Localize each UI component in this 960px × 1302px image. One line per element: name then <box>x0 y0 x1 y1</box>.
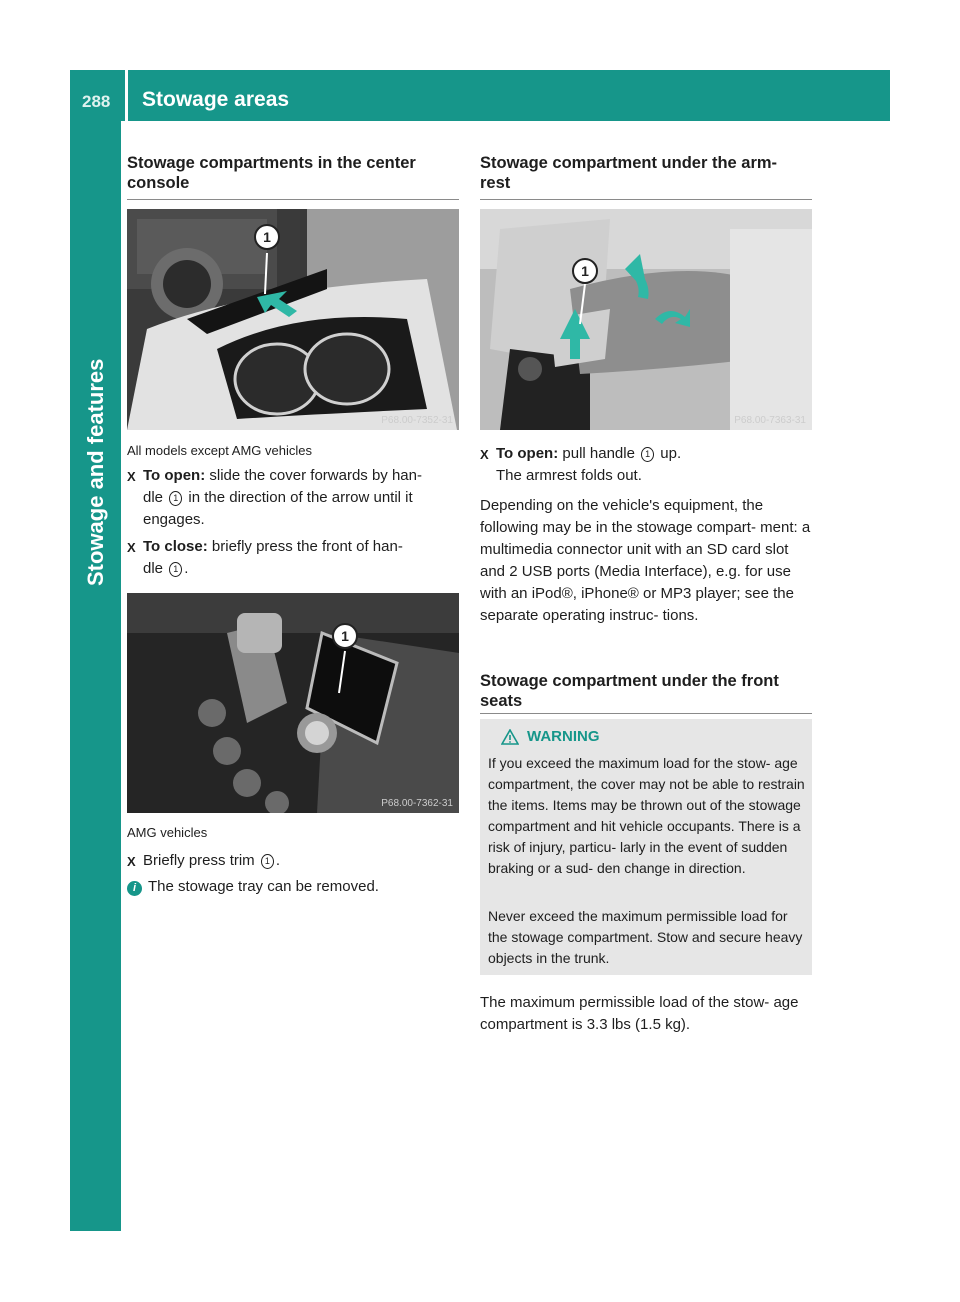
heading-rule <box>480 199 812 200</box>
circled-number-icon: 1 <box>169 491 182 506</box>
step-arrow-icon: X <box>127 469 136 484</box>
header-divider <box>125 70 128 121</box>
step-arrow-icon: X <box>127 854 136 869</box>
photo-armrest <box>480 209 812 430</box>
max-load-paragraph <box>480 992 812 1036</box>
photo-code: P68.00-7362-31 <box>381 798 453 809</box>
step-text: . <box>184 560 189 577</box>
warning-box <box>480 719 812 975</box>
info-text: The stowage tray can be removed. <box>148 878 379 895</box>
step-label-open: To open: <box>496 445 559 462</box>
photo-code: P68.00-7363-31 <box>734 415 806 426</box>
photo-center-console <box>127 209 459 430</box>
step-text: briefly press the front of han- <box>211 538 403 555</box>
armrest-paragraph <box>480 495 812 627</box>
step-arrow-icon: X <box>480 447 489 462</box>
step-text: . <box>275 852 281 869</box>
step-text: dle <box>143 560 164 577</box>
heading-rule <box>127 199 459 200</box>
step-label-close: To close: <box>143 538 208 555</box>
photo-center-console-art <box>127 209 459 430</box>
info-note <box>127 876 459 898</box>
warning-triangle-icon <box>501 729 519 745</box>
info-icon: i <box>127 881 142 896</box>
step-open-center <box>127 465 459 531</box>
page-title: Stowage areas <box>142 88 290 111</box>
svg-text:1: 1 <box>263 229 271 245</box>
step-text: up. <box>660 445 682 462</box>
step-arrow-icon: X <box>127 540 136 555</box>
page-number: 288 <box>82 92 111 111</box>
step-text: pull handle <box>562 445 635 462</box>
step-open-armrest <box>480 443 812 487</box>
warning-header <box>501 728 600 745</box>
step-text: slide the cover forwards by han- <box>209 467 422 484</box>
photo-amg-console <box>127 593 459 813</box>
bottom-tab <box>70 1186 121 1231</box>
circled-number-icon: 1 <box>641 447 654 462</box>
svg-text:1: 1 <box>581 263 589 279</box>
step-result: The armrest folds out. <box>496 467 642 484</box>
side-tab-label-wrap <box>70 121 121 591</box>
section-heading-front-seats: Stowage compartment under the front seats <box>480 672 779 710</box>
caption-amg: AMG vehicles <box>127 825 208 840</box>
step-close-center <box>127 536 459 580</box>
right-heading-block <box>480 153 812 193</box>
side-tab-label: Stowage and features <box>83 358 108 586</box>
step-text: Briefly press trim <box>143 852 255 869</box>
photo-code: P68.00-7352-31 <box>381 415 453 426</box>
step-label-open: To open: <box>143 467 206 484</box>
section-heading-center-console: Stowage compartments in the center console <box>127 154 416 192</box>
left-heading-block <box>127 153 459 193</box>
warning-title: WARNING <box>527 728 600 745</box>
max-load-text: The maximum permissible load of the stow- age compartment is 3.3 lbs (1.5 kg). <box>480 994 799 1033</box>
circled-number-icon: 1 <box>261 854 274 869</box>
svg-text:1: 1 <box>341 628 349 644</box>
section-heading-armrest: Stowage compartment under the arm- rest <box>480 154 778 192</box>
photo-armrest-art <box>480 209 812 430</box>
warning-paragraph-1: If you exceed the maximum load for the stow- age compartment, the cover may not be able to restrain the items. Items may be thrown out of the stowage compartment and hit vehicle occupants. There is a risk of injury, particu- larly in the event of sudden braking or a sud- den change in direction. <box>488 755 805 876</box>
photo-amg-console-art <box>127 593 459 813</box>
step-text: in the direction of the arrow until it <box>188 489 413 506</box>
step-text: engages. <box>143 511 205 528</box>
warning-paragraph-2: Never exceed the maximum permissible load for the stowage compartment. Stow and secure heavy objects in the trunk. <box>488 908 803 966</box>
front-seats-heading-block <box>480 671 812 711</box>
step-press-trim <box>127 850 459 872</box>
step-text: dle <box>143 489 164 506</box>
caption-non-amg: All models except AMG vehicles <box>127 443 312 458</box>
circled-number-icon: 1 <box>169 562 182 577</box>
armrest-description: Depending on the vehicle's equipment, the following may be in the stowage compart- ment: a multimedia connector unit with an SD card slot and 2 USB ports (Media Interface), e.g. for use with an iPod®, iPhone® or MP3 player; see the separate operating instruc- tions. <box>480 497 811 624</box>
heading-rule <box>480 713 812 714</box>
